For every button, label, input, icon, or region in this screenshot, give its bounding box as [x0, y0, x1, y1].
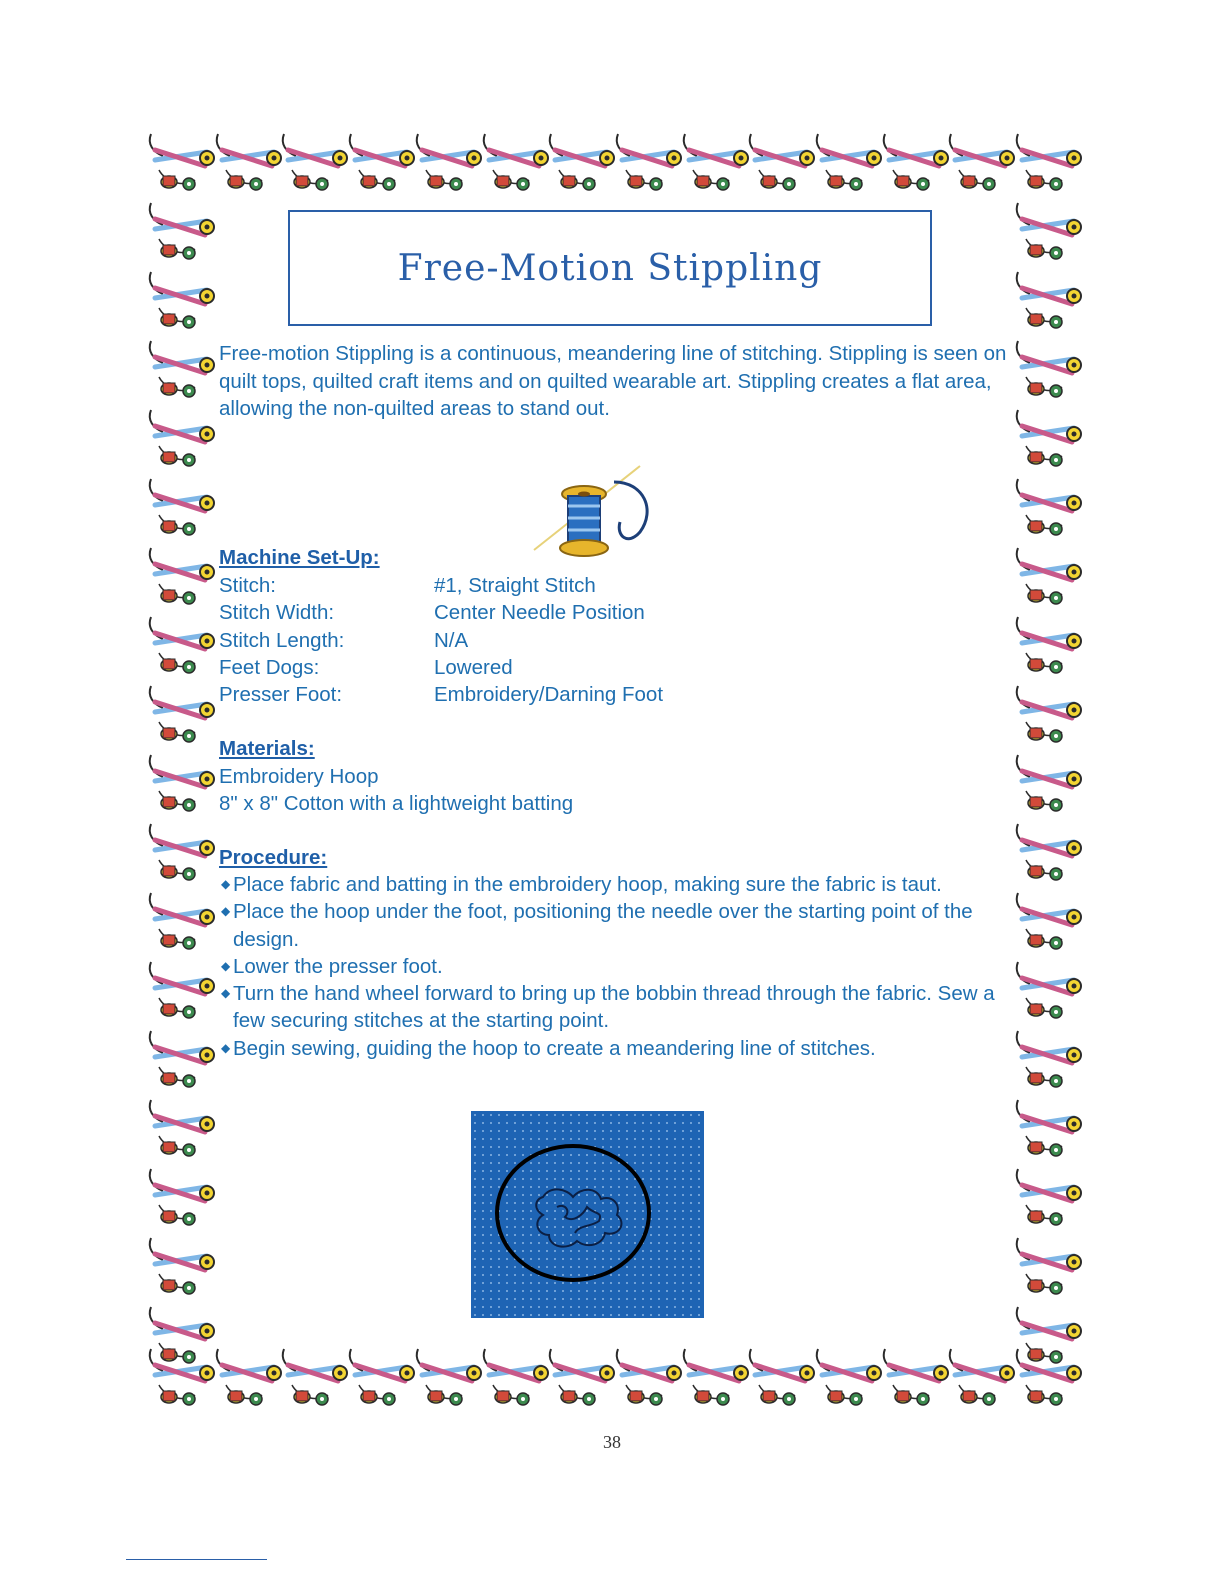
scissors-and-thread-spool-icon: [145, 475, 217, 547]
setup-label: Stitch Length:: [219, 628, 345, 652]
scissors-and-thread-spool-icon: [145, 682, 217, 754]
scissors-and-thread-spool-icon: [1012, 1027, 1084, 1099]
procedure-step: [219, 898, 999, 953]
scissors-and-thread-spool-icon: [812, 1345, 884, 1417]
scissors-and-thread-spool-icon: [745, 1345, 817, 1417]
procedure-heading: Procedure:: [219, 846, 328, 869]
scissors-and-thread-spool-icon: [1012, 1234, 1084, 1306]
step-text: Turn the hand wheel forward to bring up the bobbin thread through the fabric. Sew a few securing stitches at the starting point.: [233, 982, 995, 1033]
scissors-and-thread-spool-icon: [145, 130, 217, 202]
scissors-and-thread-spool-icon: [212, 130, 284, 202]
scissors-and-thread-spool-icon: [479, 130, 551, 202]
scissors-and-thread-spool-icon: [145, 751, 217, 823]
scissors-and-thread-spool-icon: [1012, 130, 1084, 202]
scissors-and-thread-spool-icon: [145, 889, 217, 961]
step-text: Place the hoop under the foot, positioning the needle over the starting point of the design.: [233, 900, 973, 951]
scissors-and-thread-spool-icon: [1012, 544, 1084, 616]
scissors-and-thread-spool-icon: [145, 1303, 217, 1375]
scissors-and-thread-spool-icon: [145, 1096, 217, 1168]
scissors-and-thread-spool-icon: [745, 130, 817, 202]
scissors-and-thread-spool-icon: [145, 1165, 217, 1237]
list-item: 8" x 8" Cotton with a lightweight batting: [219, 792, 574, 816]
setup-label: Presser Foot:: [219, 683, 343, 707]
scissors-and-thread-spool-icon: [145, 406, 217, 478]
setup-row: [219, 681, 663, 708]
scissors-and-thread-spool-icon: [1012, 889, 1084, 961]
setup-value: Center Needle Position: [434, 601, 645, 625]
diamond-bullet-icon: ◆: [221, 986, 231, 1001]
scissors-and-thread-spool-icon: [1012, 1303, 1084, 1375]
scissors-and-thread-spool-icon: [879, 130, 951, 202]
setup-value: Embroidery/Darning Foot: [434, 683, 664, 707]
procedure-step: [219, 871, 999, 898]
scissors-and-thread-spool-icon: [1012, 1096, 1084, 1168]
procedure-step: [219, 1035, 999, 1062]
procedure-step: [219, 953, 999, 980]
thread-spool-with-needle-icon: [528, 462, 658, 562]
scissors-and-thread-spool-icon: [945, 1345, 1017, 1417]
scissors-and-thread-spool-icon: [345, 1345, 417, 1417]
scissors-and-thread-spool-icon: [345, 130, 417, 202]
scissors-and-thread-spool-icon: [1012, 613, 1084, 685]
scissors-and-thread-spool-icon: [278, 1345, 350, 1417]
scissors-and-thread-spool-icon: [278, 130, 350, 202]
setup-row: [219, 627, 663, 654]
scissors-and-thread-spool-icon: [145, 268, 217, 340]
scissors-and-thread-spool-icon: [879, 1345, 951, 1417]
scissors-and-thread-spool-icon: [545, 130, 617, 202]
setup-value: #1, Straight Stitch: [434, 574, 596, 597]
scissors-and-thread-spool-icon: [679, 130, 751, 202]
title-box: [288, 210, 932, 326]
scissors-and-thread-spool-icon: [1012, 475, 1084, 547]
setup-value: Lowered: [434, 655, 513, 679]
scissors-and-thread-spool-icon: [1012, 751, 1084, 823]
scissors-and-thread-spool-icon: [145, 199, 217, 271]
scissors-and-thread-spool-icon: [145, 1234, 217, 1306]
scissors-and-thread-spool-icon: [1012, 682, 1084, 754]
step-text: Place fabric and batting in the embroidery hoop, making sure the fabric is taut.: [233, 873, 942, 896]
scissors-and-thread-spool-icon: [945, 130, 1017, 202]
scissors-and-thread-spool-icon: [1012, 406, 1084, 478]
step-text: Begin sewing, guiding the hoop to create a meandering line of stitches.: [233, 1036, 876, 1060]
scissors-and-thread-spool-icon: [412, 1345, 484, 1417]
scissors-and-thread-spool-icon: [145, 544, 217, 616]
diamond-bullet-icon: ◆: [221, 1040, 231, 1055]
stippled-fabric-in-hoop-illustration: [471, 1111, 704, 1318]
scissors-and-thread-spool-icon: [612, 1345, 684, 1417]
scissors-and-thread-spool-icon: [145, 820, 217, 892]
scissors-and-thread-spool-icon: [1012, 958, 1084, 1030]
scissors-and-thread-spool-icon: [679, 1345, 751, 1417]
scissors-and-thread-spool-icon: [145, 337, 217, 409]
setup-row: [219, 572, 663, 599]
footer-rule: [126, 1559, 267, 1560]
scissors-and-thread-spool-icon: [1012, 1165, 1084, 1237]
machine-setup-list: [219, 572, 663, 708]
setup-label: Stitch Width:: [219, 601, 335, 625]
scissors-and-thread-spool-icon: [1012, 268, 1084, 340]
list-item: Embroidery Hoop: [219, 765, 379, 788]
procedure-step: [219, 980, 999, 1035]
machine-setup-heading: Machine Set-Up:: [219, 546, 380, 569]
page-number: 38: [603, 1432, 621, 1452]
scissors-and-thread-spool-icon: [145, 1027, 217, 1099]
materials-heading: Materials:: [219, 737, 315, 760]
diamond-bullet-icon: ◆: [221, 877, 231, 891]
setup-label: Stitch:: [219, 574, 276, 597]
scissors-and-thread-spool-icon: [145, 613, 217, 685]
procedure-list: [219, 871, 999, 1062]
setup-row: [219, 654, 663, 681]
scissors-and-thread-spool-icon: [145, 958, 217, 1030]
scissors-and-thread-spool-icon: [1012, 199, 1084, 271]
diamond-bullet-icon: ◆: [221, 958, 231, 973]
scissors-and-thread-spool-icon: [1012, 337, 1084, 409]
scissors-and-thread-spool-icon: [479, 1345, 551, 1417]
scissors-and-thread-spool-icon: [412, 130, 484, 202]
page-title: Free-Motion Stippling: [397, 247, 823, 289]
scissors-and-thread-spool-icon: [545, 1345, 617, 1417]
scissors-and-thread-spool-icon: [812, 130, 884, 202]
scissors-and-thread-spool-icon: [1012, 820, 1084, 892]
scissors-and-thread-spool-icon: [612, 130, 684, 202]
setup-value: N/A: [434, 628, 469, 652]
intro-paragraph: Free-motion Stippling is a continuous, meandering line of stitching. Stippling is seen on quilt tops, quilted craft items and on quilted wearable art. Stippling creates a flat area, allowing the non-quilted areas to stand out.: [219, 342, 1007, 420]
materials-list: [219, 763, 573, 818]
diamond-bullet-icon: ◆: [221, 904, 231, 919]
setup-label: Feet Dogs:: [219, 655, 320, 679]
step-text: Lower the presser foot.: [233, 954, 443, 978]
scissors-and-thread-spool-icon: [212, 1345, 284, 1417]
setup-row: [219, 599, 663, 626]
